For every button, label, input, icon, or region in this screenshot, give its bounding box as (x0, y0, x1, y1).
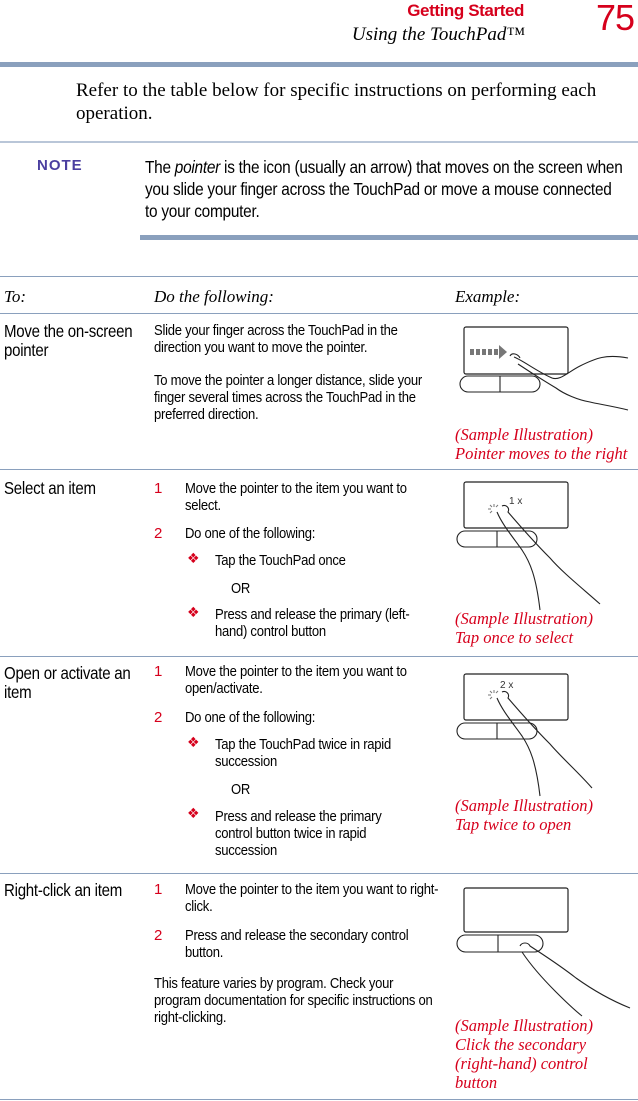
row1-action: Move the on-screen pointer (4, 321, 133, 360)
note-label: NOTE (37, 157, 83, 174)
row2-option1: Tap the TouchPad once (215, 552, 346, 569)
row4-caption-line1: (Sample Illustration) (455, 1016, 593, 1035)
touchpad-right-click-illustration (450, 882, 638, 1017)
note-text-post: is the icon (usually an arrow) that moves on the screen when you slide your finger across the TouchPad or move a mouse connected to your computer. (145, 157, 623, 221)
row4-step2-number: 2 (154, 927, 163, 944)
row3-bullet2: ❖ (187, 806, 200, 822)
intro-paragraph: Refer to the table below for specific instructions on performing each operation. (76, 80, 597, 124)
row1-para2: To move the pointer a longer distance, slide your finger several times across the TouchPad in the preferred direction. (154, 372, 422, 423)
table-header-rule (0, 313, 638, 314)
row4-caption-line2: Click the secondary (455, 1035, 587, 1054)
row3-step1-number: 1 (154, 663, 163, 680)
row3-rule (0, 873, 638, 874)
touchpad-tap-once-illustration (450, 476, 638, 611)
row4-caption-line3: (right-hand) control (455, 1054, 588, 1073)
row1-rule (0, 469, 638, 470)
tap-twice-label: 2 x (500, 680, 514, 691)
row3-option2: Press and release the primary control button twice in rapid succession (215, 808, 382, 859)
page-number: 75 (596, 0, 635, 38)
row4-step2-text: Press and release the secondary control button. (185, 927, 409, 961)
row1-caption-line2: Pointer moves to the right (455, 444, 628, 463)
row3-or: OR (231, 781, 251, 798)
row4-caption (455, 1016, 593, 1092)
touchpad-move-illustration (450, 320, 638, 432)
row1-para1: Slide your finger across the TouchPad in the direction you want to move the pointer. (154, 322, 398, 356)
row4-step1-number: 1 (154, 881, 163, 898)
note-text (145, 156, 625, 222)
row3-bullet1: ❖ (187, 735, 200, 751)
col-header-to: To: (4, 287, 27, 306)
row3-caption-line2: Tap twice to open (455, 815, 572, 834)
row2-caption-line2: Tap once to select (455, 628, 574, 647)
row3-step2-text: Do one of the following: (185, 709, 316, 726)
table-top-rule (0, 276, 638, 277)
row1-caption (455, 425, 627, 463)
row2-or: OR (231, 580, 251, 597)
col-header-do: Do the following: (154, 287, 274, 306)
header-rule (0, 62, 638, 67)
row2-step2-text: Do one of the following: (185, 525, 316, 542)
note-text-emphasis: pointer (174, 157, 221, 177)
row3-option1: Tap the TouchPad twice in rapid succession (215, 736, 391, 770)
row2-caption-line1: (Sample Illustration) (455, 609, 593, 628)
row2-rule (0, 656, 638, 657)
row3-step2-number: 2 (154, 709, 163, 726)
tap-once-label: 1 x (509, 496, 523, 507)
touchpad-tap-twice-illustration (450, 668, 638, 798)
row4-caption-line4: button (455, 1073, 498, 1092)
row2-step2-number: 2 (154, 525, 163, 542)
row2-bullet2: ❖ (187, 605, 200, 621)
row3-caption-line1: (Sample Illustration) (455, 796, 593, 815)
row2-step1-number: 1 (154, 480, 163, 497)
row2-action: Select an item (4, 478, 96, 498)
row2-option2: Press and release the primary (left-hand) control button (215, 606, 410, 640)
row4-step1-text: Move the pointer to the item you want to right-click. (185, 881, 439, 915)
row1-caption-line1: (Sample Illustration) (455, 425, 593, 444)
row2-step1-text: Move the pointer to the item you want to select. (185, 480, 407, 514)
row3-step1-text: Move the pointer to the item you want to open/activate. (185, 663, 407, 697)
table-bottom-rule (0, 1099, 638, 1100)
note-rule (140, 235, 638, 240)
row3-caption (455, 796, 593, 834)
row2-caption (455, 609, 593, 647)
section-title: Getting Started (407, 1, 524, 20)
intro-rule (0, 141, 638, 143)
row2-bullet1: ❖ (187, 551, 200, 567)
row3-action: Open or activate an item (4, 663, 131, 702)
note-text-pre: The (145, 157, 175, 177)
row4-para: This feature varies by program. Check your program documentation for specific instructions on right-clicking. (154, 975, 433, 1026)
page-subtitle: Using the TouchPad™ (351, 24, 525, 45)
col-header-example: Example: (455, 287, 521, 306)
row4-action: Right-click an item (4, 880, 123, 900)
